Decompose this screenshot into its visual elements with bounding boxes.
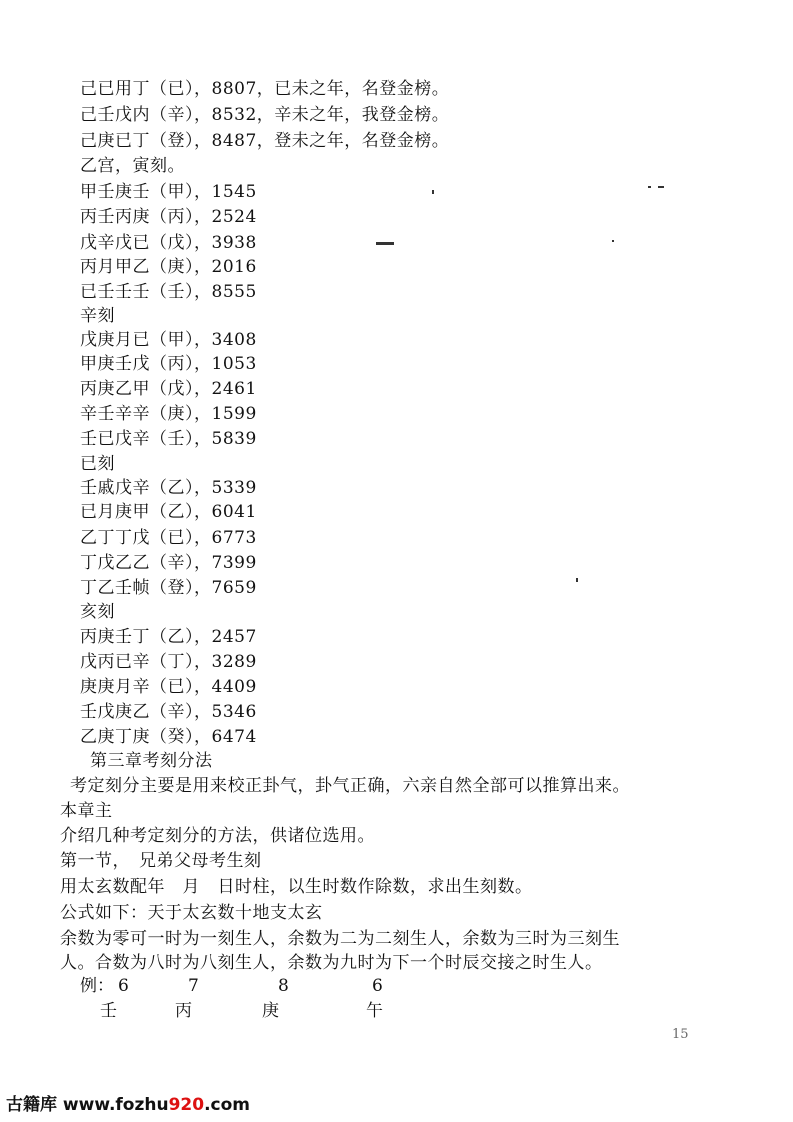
text-line: 丙庚乙甲（戊），2461 bbox=[80, 379, 257, 399]
example-label: 例： bbox=[80, 976, 114, 996]
text-line: 余数为零可一时为一刻生人，余数为二为二刻生人，余数为三时为三刻生 bbox=[60, 929, 620, 949]
text-line: 乙宫，寅刻。 bbox=[80, 156, 185, 176]
text-line: 己已用丁（已），8807，已未之年，名登金榜。 bbox=[80, 79, 450, 99]
text-line: 第一节， 兄弟父母考生刻 bbox=[60, 851, 262, 871]
example-number-3: 8 bbox=[278, 976, 289, 996]
text-line: 已刻 bbox=[80, 454, 115, 474]
text-line: 戊庚月已（甲），3408 bbox=[80, 330, 257, 350]
example-stem-4: 午 bbox=[366, 1001, 383, 1021]
text-line: 丁乙壬帧（登），7659 bbox=[80, 578, 257, 598]
example-stem-2: 丙 bbox=[175, 1001, 192, 1021]
text-line: 辛壬辛辛（庚），1599 bbox=[80, 404, 257, 424]
example-number-2: 7 bbox=[188, 976, 199, 996]
scan-speck bbox=[612, 240, 614, 242]
text-line: 乙丁丁戊（已），6773 bbox=[80, 528, 257, 548]
example-stem-1: 壬 bbox=[100, 1001, 117, 1021]
text-line: 甲壬庚壬（甲），1545 bbox=[80, 182, 257, 202]
text-line: 已壬壬壬（壬），8555 bbox=[80, 282, 257, 302]
text-line: 亥刻 bbox=[80, 602, 115, 622]
text-line: 已月庚甲（乙），6041 bbox=[80, 502, 257, 522]
text-line: 己壬戊内（辛），8532，辛未之年，我登金榜。 bbox=[80, 105, 450, 125]
scan-speck bbox=[648, 186, 651, 188]
text-line: 壬已戊辛（壬），5839 bbox=[80, 429, 257, 449]
text-line: 辛刻 bbox=[80, 306, 115, 326]
text-line: 第三章考刻分法 bbox=[90, 751, 213, 771]
text-line: 甲庚壬戊（丙），1053 bbox=[80, 354, 257, 374]
footer-url-prefix: www.fozhu bbox=[62, 1095, 169, 1115]
text-line: 丁戊乙乙（辛），7399 bbox=[80, 553, 257, 573]
text-line: 戊丙已辛（丁），3289 bbox=[80, 652, 257, 672]
text-line: 壬戊庚乙（辛），5346 bbox=[80, 702, 257, 722]
text-line: 乙庚丁庚（癸），6474 bbox=[80, 727, 257, 747]
text-line: 己庚已丁（登），8487，登未之年，名登金榜。 bbox=[80, 131, 450, 151]
text-line: 本章主 bbox=[60, 801, 113, 821]
text-line: 戊辛戊已（戊），3938 bbox=[80, 233, 257, 253]
scan-speck bbox=[376, 242, 394, 245]
text-line: 庚庚月辛（已），4409 bbox=[80, 677, 257, 697]
text-line: 用太玄数配年 月 日时柱，以生时数作除数，求出生刻数。 bbox=[60, 877, 533, 897]
example-number-4: 6 bbox=[372, 976, 383, 996]
text-line: 丙壬丙庚（丙），2524 bbox=[80, 207, 257, 227]
text-line: 公式如下：天于太玄数十地支太玄 bbox=[60, 903, 323, 923]
scan-speck bbox=[658, 186, 664, 188]
text-line: 壬戚戊辛（乙），5339 bbox=[80, 478, 257, 498]
footer-url-number: 920 bbox=[168, 1095, 205, 1115]
text-line: 人。合数为八时为八刻生人，余数为九时为下一个时辰交接之时生人。 bbox=[60, 953, 603, 973]
text-line: 介绍几种考定刻分的方法，供诸位选用。 bbox=[60, 826, 375, 846]
text-line: 丙庚壬丁（乙），2457 bbox=[80, 627, 257, 647]
example-number-1: 6 bbox=[118, 976, 129, 996]
footer-site-name: 古籍库 bbox=[6, 1095, 57, 1115]
page-number: 15 bbox=[672, 1027, 689, 1042]
example-stem-3: 庚 bbox=[262, 1001, 279, 1021]
scan-speck bbox=[576, 578, 578, 582]
scan-speck bbox=[432, 190, 434, 194]
text-line: 考定刻分主要是用来校正卦气，卦气正确，六亲自然全部可以推算出来。 bbox=[70, 776, 630, 796]
text-line: 丙月甲乙（庚），2016 bbox=[80, 257, 257, 277]
footer-watermark bbox=[6, 1090, 250, 1116]
footer-url-suffix: .com bbox=[204, 1095, 251, 1115]
